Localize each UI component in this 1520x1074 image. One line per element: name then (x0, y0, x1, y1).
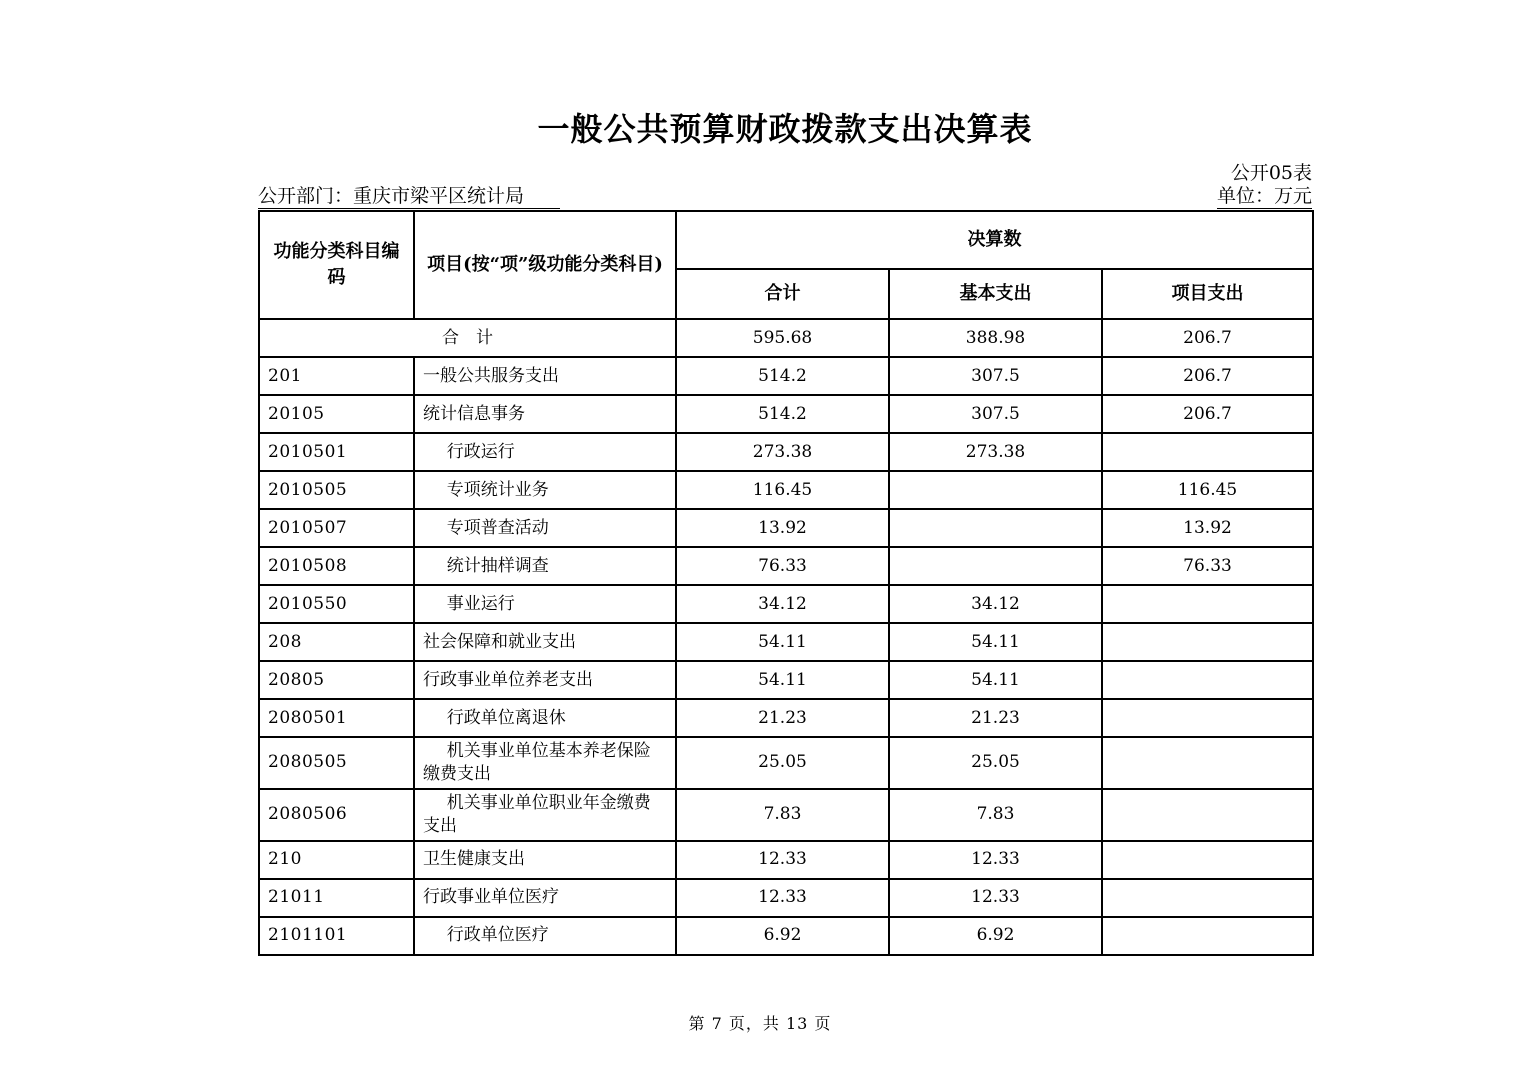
cell-basic (889, 547, 1102, 585)
cell-item: 机关事业单位职业年金缴费支出 (414, 789, 676, 841)
table-row (259, 585, 1313, 623)
cell-basic: 388.98 (889, 319, 1102, 357)
header-code: 功能分类科目编码 (259, 211, 414, 319)
cell-total: 13.92 (676, 509, 889, 547)
cell-project: 206.7 (1102, 395, 1313, 433)
table-row (259, 917, 1313, 955)
header-row-1 (259, 211, 1313, 269)
cell-project: 76.33 (1102, 547, 1313, 585)
cell-project (1102, 917, 1313, 955)
report-sheet (258, 0, 1312, 956)
cell-item: 行政事业单位医疗 (414, 879, 676, 917)
table-row (259, 841, 1313, 879)
cell-total: 12.33 (676, 841, 889, 879)
cell-item: 机关事业单位基本养老保险缴费支出 (414, 737, 676, 789)
table-row (259, 319, 1313, 357)
cell-total: 7.83 (676, 789, 889, 841)
page-footer: 第 7 页，共 13 页 (688, 1014, 832, 1033)
cell-item: 行政单位医疗 (414, 917, 676, 955)
table-row (259, 395, 1313, 433)
meta-row (258, 185, 1312, 209)
cell-basic (889, 509, 1102, 547)
cell-basic: 25.05 (889, 737, 1102, 789)
table-row (259, 509, 1313, 547)
table-row (259, 737, 1313, 789)
cell-item: 行政运行 (414, 433, 676, 471)
table-row (259, 661, 1313, 699)
cell-total: 273.38 (676, 433, 889, 471)
cell-code: 2010505 (259, 471, 414, 509)
table-body (259, 319, 1313, 955)
cell-basic: 7.83 (889, 789, 1102, 841)
cell-project: 116.45 (1102, 471, 1313, 509)
cell-item: 社会保障和就业支出 (414, 623, 676, 661)
cell-basic: 6.92 (889, 917, 1102, 955)
cell-project (1102, 841, 1313, 879)
cell-code: 20105 (259, 395, 414, 433)
cell-total: 21.23 (676, 699, 889, 737)
cell-total: 34.12 (676, 585, 889, 623)
cell-project (1102, 585, 1313, 623)
cell-item: 事业运行 (414, 585, 676, 623)
table-row (259, 433, 1313, 471)
cell-project (1102, 789, 1313, 841)
cell-code: 201 (259, 357, 414, 395)
cell-project (1102, 737, 1313, 789)
table-row (259, 623, 1313, 661)
cell-code: 2010550 (259, 585, 414, 623)
cell-code: 210 (259, 841, 414, 879)
cell-basic: 12.33 (889, 879, 1102, 917)
cell-basic: 307.5 (889, 395, 1102, 433)
cell-basic: 54.11 (889, 661, 1102, 699)
cell-total: 12.33 (676, 879, 889, 917)
cell-project (1102, 623, 1313, 661)
table-row (259, 789, 1313, 841)
table-row (259, 547, 1313, 585)
cell-item: 专项统计业务 (414, 471, 676, 509)
cell-item: 卫生健康支出 (414, 841, 676, 879)
table-header (259, 211, 1313, 319)
cell-basic: 273.38 (889, 433, 1102, 471)
cell-code: 208 (259, 623, 414, 661)
table-row (259, 357, 1313, 395)
cell-basic: 12.33 (889, 841, 1102, 879)
header-project: 项目支出 (1102, 269, 1313, 319)
budget-table (258, 210, 1314, 956)
cell-project: 206.7 (1102, 319, 1313, 357)
cell-code: 2010501 (259, 433, 414, 471)
cell-item: 统计抽样调查 (414, 547, 676, 585)
cell-project (1102, 661, 1313, 699)
department-label: 公开部门：重庆市梁平区统计局 (258, 185, 560, 209)
cell-total: 76.33 (676, 547, 889, 585)
cell-project (1102, 699, 1313, 737)
cell-total: 54.11 (676, 623, 889, 661)
cell-code: 2010507 (259, 509, 414, 547)
cell-project: 206.7 (1102, 357, 1313, 395)
header-summary-group: 决算数 (676, 211, 1313, 269)
cell-item: 行政单位离退休 (414, 699, 676, 737)
cell-total: 116.45 (676, 471, 889, 509)
unit-label: 单位：万元 (1216, 185, 1312, 207)
cell-code: 2080501 (259, 699, 414, 737)
cell-basic: 54.11 (889, 623, 1102, 661)
table-row (259, 879, 1313, 917)
cell-item: 专项普查活动 (414, 509, 676, 547)
cell-total: 54.11 (676, 661, 889, 699)
cell-project (1102, 879, 1313, 917)
cell-project: 13.92 (1102, 509, 1313, 547)
table-number: 公开05表 (1230, 162, 1312, 184)
cell-basic (889, 471, 1102, 509)
table-row (259, 471, 1313, 509)
cell-basic: 21.23 (889, 699, 1102, 737)
cell-item: 行政事业单位养老支出 (414, 661, 676, 699)
cell-basic: 307.5 (889, 357, 1102, 395)
table-row (259, 699, 1313, 737)
cell-project (1102, 433, 1313, 471)
cell-total: 595.68 (676, 319, 889, 357)
page-title: 一般公共预算财政拨款支出决算表 (537, 110, 1033, 148)
cell-basic: 34.12 (889, 585, 1102, 623)
cell-code: 2101101 (259, 917, 414, 955)
cell-total: 25.05 (676, 737, 889, 789)
cell-code: 2080506 (259, 789, 414, 841)
header-item: 项目(按“项”级功能分类科目) (414, 211, 676, 319)
cell-total: 514.2 (676, 395, 889, 433)
cell-item: 统计信息事务 (414, 395, 676, 433)
cell-code: 21011 (259, 879, 414, 917)
cell-item: 合 计 (259, 319, 676, 357)
header-total: 合计 (676, 269, 889, 319)
cell-item: 一般公共服务支出 (414, 357, 676, 395)
cell-total: 6.92 (676, 917, 889, 955)
cell-code: 2010508 (259, 547, 414, 585)
header-basic: 基本支出 (889, 269, 1102, 319)
cell-code: 2080505 (259, 737, 414, 789)
cell-code: 20805 (259, 661, 414, 699)
cell-total: 514.2 (676, 357, 889, 395)
